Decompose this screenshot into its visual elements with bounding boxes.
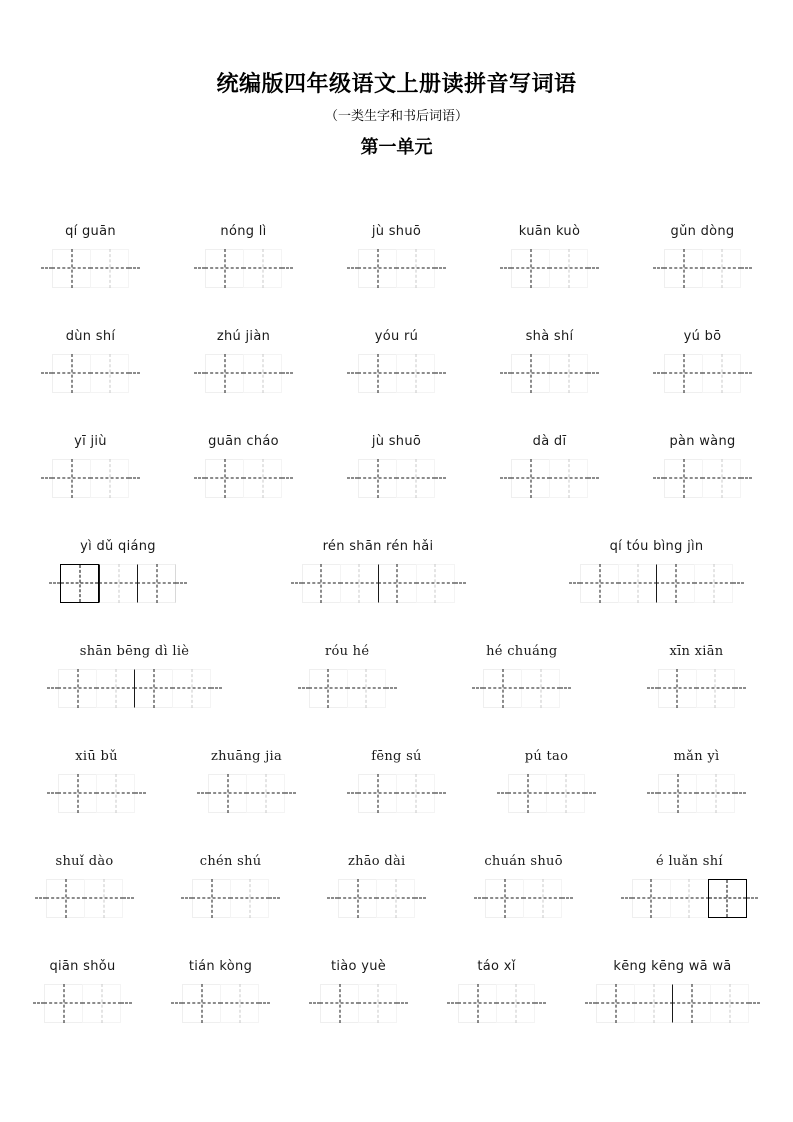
tianzige-grid[interactable] bbox=[511, 459, 588, 498]
writing-cell[interactable] bbox=[358, 249, 397, 288]
tianzige-grid[interactable] bbox=[511, 354, 588, 393]
writing-cell[interactable] bbox=[658, 774, 697, 813]
writing-cell[interactable] bbox=[378, 564, 417, 603]
exercise-row bbox=[0, 393, 793, 498]
word-exercise-group bbox=[358, 750, 435, 813]
word-exercise-group bbox=[664, 435, 741, 498]
word-exercise-group bbox=[664, 330, 741, 393]
writing-cell[interactable] bbox=[396, 774, 435, 813]
pinyin-label: mǎn yì bbox=[673, 748, 720, 764]
writing-cell[interactable] bbox=[656, 564, 695, 603]
tianzige-grid[interactable] bbox=[485, 879, 562, 918]
writing-cell[interactable] bbox=[230, 879, 269, 918]
pinyin-label: dùn shí bbox=[65, 328, 116, 344]
writing-cell[interactable] bbox=[340, 564, 379, 603]
pinyin-label: nóng lì bbox=[220, 223, 267, 239]
word-exercise-group bbox=[309, 645, 386, 708]
writing-cell[interactable] bbox=[208, 774, 247, 813]
word-exercise-group bbox=[358, 225, 435, 288]
writing-cell[interactable] bbox=[302, 564, 341, 603]
word-exercise-group bbox=[664, 225, 741, 288]
writing-cell[interactable] bbox=[508, 774, 547, 813]
writing-cell[interactable] bbox=[702, 354, 741, 393]
pinyin-label: jù shuō bbox=[371, 433, 422, 449]
tianzige-grid[interactable] bbox=[58, 774, 135, 813]
tianzige-grid[interactable] bbox=[358, 354, 435, 393]
pinyin-label: kēng kēng wā wā bbox=[613, 958, 732, 974]
tianzige-grid[interactable] bbox=[44, 984, 121, 1023]
writing-cell[interactable] bbox=[243, 249, 282, 288]
tianzige-grid[interactable] bbox=[320, 984, 397, 1023]
word-exercise-group bbox=[511, 435, 588, 498]
tianzige-grid[interactable] bbox=[358, 774, 435, 813]
writing-cell[interactable] bbox=[672, 984, 711, 1023]
word-exercise-group bbox=[46, 855, 123, 918]
word-exercise-group bbox=[205, 435, 282, 498]
pinyin-label: yì dǔ qiáng bbox=[80, 538, 156, 554]
writing-cell[interactable] bbox=[44, 984, 83, 1023]
writing-cell[interactable] bbox=[192, 879, 231, 918]
writing-cell[interactable] bbox=[376, 879, 415, 918]
writing-cell[interactable] bbox=[358, 354, 397, 393]
pinyin-label: yú bō bbox=[683, 328, 722, 344]
writing-cell[interactable] bbox=[243, 354, 282, 393]
pinyin-label: yī jiù bbox=[74, 433, 107, 449]
unit-heading: 第一单元 bbox=[360, 136, 433, 158]
tianzige-grid[interactable] bbox=[205, 459, 282, 498]
pinyin-label: qiān shǒu bbox=[49, 958, 116, 974]
page-title: 统编版四年级语文上册读拼音写词语 bbox=[216, 72, 577, 97]
pinyin-label: dà dī bbox=[532, 433, 567, 449]
writing-cell[interactable] bbox=[396, 459, 435, 498]
pinyin-label: gǔn dòng bbox=[670, 223, 735, 239]
writing-cell[interactable] bbox=[485, 879, 524, 918]
tianzige-grid[interactable] bbox=[208, 774, 285, 813]
writing-cell[interactable] bbox=[416, 564, 455, 603]
pinyin-label: guān cháo bbox=[208, 433, 279, 449]
exercise-row bbox=[0, 498, 793, 603]
pinyin-label: shuǐ dào bbox=[55, 853, 114, 869]
writing-cell[interactable] bbox=[96, 669, 135, 708]
pinyin-label: zhuāng jia bbox=[210, 748, 283, 764]
word-exercise-group bbox=[52, 435, 129, 498]
exercise-sheet bbox=[0, 159, 793, 1023]
word-exercise-group bbox=[302, 540, 455, 603]
pinyin-label: pàn wàng bbox=[669, 433, 736, 449]
writing-cell[interactable] bbox=[511, 459, 550, 498]
writing-cell[interactable] bbox=[52, 249, 91, 288]
tianzige-grid[interactable] bbox=[664, 249, 741, 288]
word-exercise-group bbox=[320, 960, 397, 1023]
writing-cell[interactable] bbox=[483, 669, 522, 708]
word-exercise-group bbox=[182, 960, 259, 1023]
pinyin-label: tiào yuè bbox=[330, 958, 387, 974]
word-exercise-group bbox=[44, 960, 121, 1023]
writing-cell[interactable] bbox=[134, 669, 173, 708]
pinyin-label: rén shān rén hǎi bbox=[322, 538, 434, 554]
writing-cell[interactable] bbox=[338, 879, 377, 918]
writing-cell[interactable] bbox=[220, 984, 259, 1023]
word-exercise-group bbox=[458, 960, 535, 1023]
writing-cell[interactable] bbox=[182, 984, 221, 1023]
tianzige-grid[interactable] bbox=[205, 354, 282, 393]
word-exercise-group bbox=[483, 645, 560, 708]
exercise-row bbox=[0, 918, 793, 1023]
writing-cell[interactable] bbox=[358, 774, 397, 813]
tianzige-grid[interactable] bbox=[358, 459, 435, 498]
tianzige-grid[interactable] bbox=[664, 459, 741, 498]
writing-cell[interactable] bbox=[58, 669, 97, 708]
word-exercise-group bbox=[52, 225, 129, 288]
exercise-row bbox=[0, 288, 793, 393]
word-exercise-group bbox=[58, 645, 211, 708]
writing-cell[interactable] bbox=[52, 459, 91, 498]
pinyin-label: hé chuáng bbox=[486, 643, 558, 659]
writing-cell[interactable] bbox=[618, 564, 657, 603]
word-exercise-group bbox=[596, 960, 749, 1023]
page-subtitle: （一类生字和书后词语） bbox=[324, 109, 468, 125]
tianzige-grid[interactable] bbox=[58, 669, 211, 708]
writing-cell[interactable] bbox=[596, 984, 635, 1023]
tianzige-grid[interactable] bbox=[205, 249, 282, 288]
word-exercise-group bbox=[338, 855, 415, 918]
writing-cell[interactable] bbox=[664, 459, 703, 498]
pinyin-label: qí guān bbox=[65, 223, 116, 239]
writing-cell[interactable] bbox=[84, 879, 123, 918]
word-exercise-group bbox=[58, 750, 135, 813]
exercise-row bbox=[0, 183, 793, 288]
pinyin-label: táo xǐ bbox=[477, 958, 516, 974]
writing-cell[interactable] bbox=[708, 879, 747, 918]
tianzige-grid[interactable] bbox=[658, 669, 735, 708]
tianzige-grid[interactable] bbox=[664, 354, 741, 393]
tianzige-grid[interactable] bbox=[309, 669, 386, 708]
writing-cell[interactable] bbox=[710, 984, 749, 1023]
word-exercise-group bbox=[205, 330, 282, 393]
pinyin-label: kuān kuò bbox=[518, 223, 581, 239]
writing-cell[interactable] bbox=[702, 459, 741, 498]
tianzige-grid[interactable] bbox=[358, 249, 435, 288]
writing-cell[interactable] bbox=[546, 774, 585, 813]
writing-cell[interactable] bbox=[90, 459, 129, 498]
writing-cell[interactable] bbox=[205, 249, 244, 288]
writing-cell[interactable] bbox=[458, 984, 497, 1023]
tianzige-grid[interactable] bbox=[483, 669, 560, 708]
word-exercise-group bbox=[658, 645, 735, 708]
pinyin-label: fēng sú bbox=[371, 748, 422, 764]
writing-cell[interactable] bbox=[60, 564, 99, 603]
exercise-row bbox=[0, 708, 793, 813]
word-exercise-group bbox=[580, 540, 733, 603]
word-exercise-group bbox=[358, 435, 435, 498]
word-exercise-group bbox=[511, 225, 588, 288]
writing-cell[interactable] bbox=[702, 249, 741, 288]
writing-cell[interactable] bbox=[549, 459, 588, 498]
tianzige-grid[interactable] bbox=[632, 879, 747, 918]
writing-cell[interactable] bbox=[521, 669, 560, 708]
pinyin-label: chuán shuō bbox=[484, 853, 563, 869]
pinyin-label: chén shú bbox=[199, 853, 262, 869]
writing-cell[interactable] bbox=[52, 354, 91, 393]
word-exercise-group bbox=[511, 330, 588, 393]
writing-cell[interactable] bbox=[309, 669, 348, 708]
writing-cell[interactable] bbox=[523, 879, 562, 918]
exercise-row bbox=[0, 813, 793, 918]
tianzige-grid[interactable] bbox=[338, 879, 415, 918]
tianzige-grid[interactable] bbox=[458, 984, 535, 1023]
writing-cell[interactable] bbox=[358, 984, 397, 1023]
writing-cell[interactable] bbox=[664, 354, 703, 393]
tianzige-grid[interactable] bbox=[182, 984, 259, 1023]
pinyin-label: jù shuō bbox=[371, 223, 422, 239]
writing-cell[interactable] bbox=[99, 564, 138, 603]
writing-cell[interactable] bbox=[320, 984, 359, 1023]
writing-cell[interactable] bbox=[634, 984, 673, 1023]
writing-cell[interactable] bbox=[172, 669, 211, 708]
tianzige-grid[interactable] bbox=[658, 774, 735, 813]
writing-cell[interactable] bbox=[58, 774, 97, 813]
pinyin-label: zhāo dài bbox=[347, 853, 406, 869]
writing-cell[interactable] bbox=[46, 879, 85, 918]
tianzige-grid[interactable] bbox=[580, 564, 733, 603]
writing-cell[interactable] bbox=[696, 669, 735, 708]
word-exercise-group bbox=[60, 540, 176, 603]
writing-cell[interactable] bbox=[246, 774, 285, 813]
tianzige-grid[interactable] bbox=[52, 459, 129, 498]
pinyin-label: xiū bǔ bbox=[75, 748, 118, 764]
writing-cell[interactable] bbox=[549, 249, 588, 288]
tianzige-grid[interactable] bbox=[302, 564, 455, 603]
pinyin-label: shān bēng dì liè bbox=[79, 643, 190, 659]
tianzige-grid[interactable] bbox=[52, 354, 129, 393]
pinyin-label: shà shí bbox=[525, 328, 574, 344]
tianzige-grid[interactable] bbox=[60, 564, 176, 603]
writing-cell[interactable] bbox=[243, 459, 282, 498]
writing-cell[interactable] bbox=[137, 564, 176, 603]
writing-cell[interactable] bbox=[396, 354, 435, 393]
tianzige-grid[interactable] bbox=[192, 879, 269, 918]
writing-cell[interactable] bbox=[549, 354, 588, 393]
pinyin-label: tián kòng bbox=[188, 958, 253, 974]
pinyin-label: zhú jiàn bbox=[216, 328, 271, 344]
writing-cell[interactable] bbox=[670, 879, 709, 918]
pinyin-label: qí tóu bìng jìn bbox=[609, 538, 704, 554]
word-exercise-group bbox=[52, 330, 129, 393]
word-exercise-group bbox=[192, 855, 269, 918]
writing-cell[interactable] bbox=[90, 249, 129, 288]
word-exercise-group bbox=[658, 750, 735, 813]
word-exercise-group bbox=[358, 330, 435, 393]
writing-cell[interactable] bbox=[632, 879, 671, 918]
pinyin-label: pú tao bbox=[524, 748, 569, 764]
writing-cell[interactable] bbox=[396, 249, 435, 288]
writing-cell[interactable] bbox=[347, 669, 386, 708]
writing-cell[interactable] bbox=[511, 249, 550, 288]
writing-cell[interactable] bbox=[205, 459, 244, 498]
exercise-row bbox=[0, 603, 793, 708]
pinyin-label: róu hé bbox=[324, 643, 370, 659]
writing-cell[interactable] bbox=[205, 354, 244, 393]
writing-cell[interactable] bbox=[658, 669, 697, 708]
word-exercise-group bbox=[484, 855, 563, 918]
writing-cell[interactable] bbox=[694, 564, 733, 603]
writing-cell[interactable] bbox=[511, 354, 550, 393]
writing-cell[interactable] bbox=[82, 984, 121, 1023]
tianzige-grid[interactable] bbox=[596, 984, 749, 1023]
word-exercise-group bbox=[508, 750, 585, 813]
writing-cell[interactable] bbox=[496, 984, 535, 1023]
word-exercise-group bbox=[205, 225, 282, 288]
tianzige-grid[interactable] bbox=[46, 879, 123, 918]
tianzige-grid[interactable] bbox=[52, 249, 129, 288]
writing-cell[interactable] bbox=[96, 774, 135, 813]
writing-cell[interactable] bbox=[90, 354, 129, 393]
writing-cell[interactable] bbox=[664, 249, 703, 288]
pinyin-label: yóu rú bbox=[374, 328, 419, 344]
tianzige-grid[interactable] bbox=[511, 249, 588, 288]
pinyin-label: xīn xiān bbox=[669, 643, 724, 659]
writing-cell[interactable] bbox=[358, 459, 397, 498]
writing-cell[interactable] bbox=[580, 564, 619, 603]
pinyin-label: é luǎn shí bbox=[656, 853, 723, 869]
word-exercise-group bbox=[208, 750, 285, 813]
word-exercise-group bbox=[632, 855, 747, 918]
tianzige-grid[interactable] bbox=[508, 774, 585, 813]
writing-cell[interactable] bbox=[696, 774, 735, 813]
